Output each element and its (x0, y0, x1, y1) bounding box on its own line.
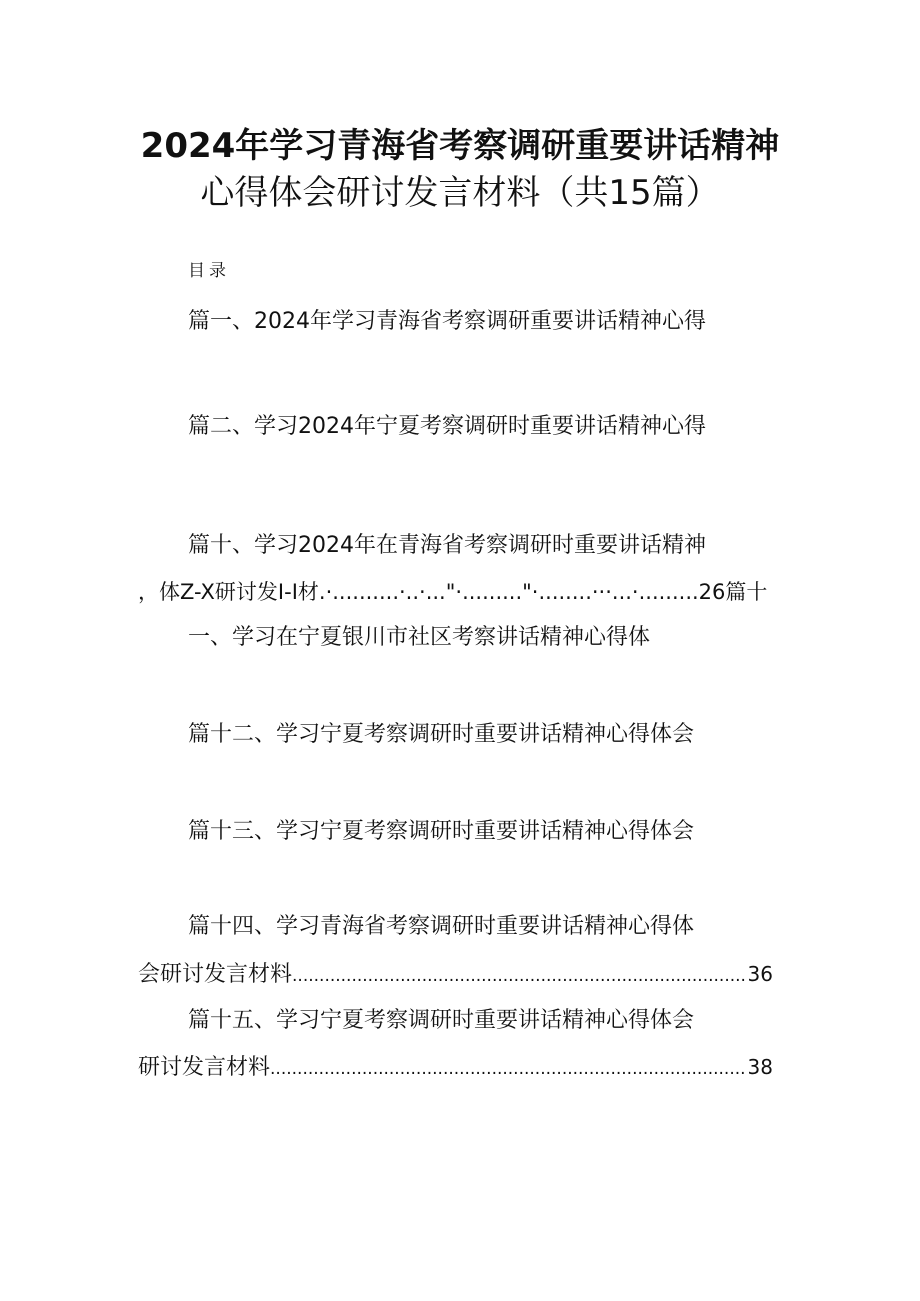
toc-entry-15-text: 研讨发言材料 (138, 1055, 271, 1080)
toc-entry-2: 篇二、学习2024年宁夏考察调研时重要讲话精神心得 (188, 414, 706, 439)
toc-entry-15: 篇十五、学习宁夏考察调研时重要讲话精神心得体会 (188, 1008, 695, 1033)
document-title-line-1: 2024年学习青海省考察调研重要讲话精神 (140, 126, 780, 166)
toc-entry-1: 篇一、2024年学习青海省考察调研重要讲话精神心得 (188, 309, 706, 334)
toc-entry-14: 篇十四、学习青海省考察调研时重要讲话精神心得体 (188, 914, 695, 939)
toc-entry-15-page: 38 (747, 1055, 773, 1079)
toc-entry-10: 篇十、学习2024年在青海省考察调研时重要讲话精神 (188, 533, 706, 558)
toc-label: 目录 (188, 261, 230, 281)
dot-leader (292, 960, 746, 991)
toc-entry-12: 篇十二、学习宁夏考察调研时重要讲话精神心得体会 (188, 722, 695, 747)
dot-leader (270, 1053, 746, 1084)
toc-entry-11-continuation: 一、学习在宁夏银川市社区考察讲话精神心得体 (188, 625, 651, 650)
document-title-line-2: 心得体会研讨发言材料（共15篇） (200, 173, 720, 213)
toc-entry-14-continuation (138, 959, 773, 991)
toc-entry-14-text: 会研讨发言材料 (138, 962, 293, 987)
toc-entry-14-page: 36 (747, 962, 773, 986)
toc-entry-15-continuation (138, 1052, 773, 1084)
toc-entry-10-continuation: ，体Z-X研讨发I-I材.·..........·..·..."·........."·........···...·.........26篇十 (138, 580, 768, 604)
toc-entry-13: 篇十三、学习宁夏考察调研时重要讲话精神心得体会 (188, 819, 695, 844)
